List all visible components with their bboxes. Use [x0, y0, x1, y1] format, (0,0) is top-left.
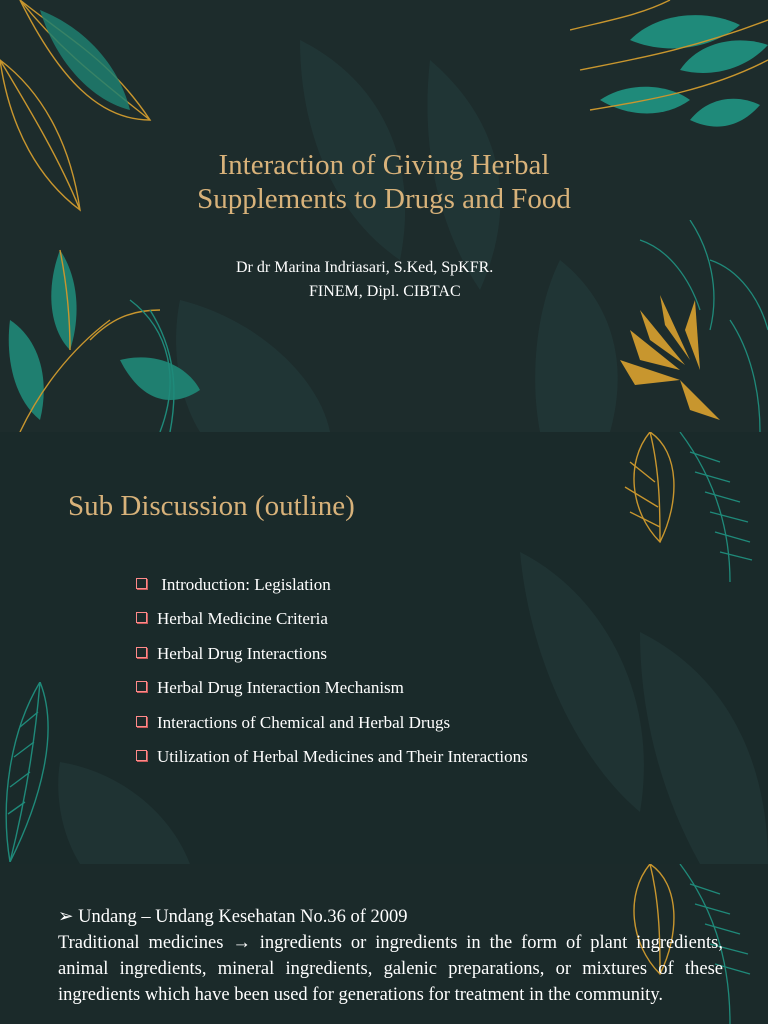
- checkbox-bullet-icon: [136, 647, 147, 658]
- list-item-label: Introduction: Legislation: [157, 575, 331, 594]
- term: Traditional medicines: [58, 933, 224, 953]
- list-item-label: Herbal Drug Interactions: [157, 643, 327, 663]
- list-item: [136, 675, 528, 709]
- law-title: Undang – Undang Kesehatan No.36 of 2009: [78, 907, 408, 927]
- list-item-label: Herbal Drug Interaction Mechanism: [157, 678, 404, 698]
- title-line-2: Supplements to Drugs and Food: [197, 183, 571, 215]
- top-right-branch-icon: [570, 0, 768, 150]
- list-item-label: Herbal Medicine Criteria: [157, 609, 328, 629]
- title-slide: [0, 0, 768, 432]
- checkbox-bullet-icon: [136, 612, 147, 623]
- list-item: [136, 641, 528, 675]
- law-line: [58, 904, 723, 930]
- outline-list: [136, 572, 528, 778]
- left-leaf-icon: [0, 240, 200, 432]
- list-item: [136, 710, 528, 744]
- arrow-bullet-icon: ➢: [58, 907, 74, 927]
- legislation-slide: [0, 864, 768, 1024]
- author-line-1: Dr dr Marina Indriasari, S.Ked, SpKFR.: [236, 259, 494, 276]
- slide-title: [0, 148, 768, 216]
- outline-heading: Sub Discussion (outline): [68, 490, 355, 522]
- right-arrow-icon: →: [232, 933, 251, 953]
- checkbox-bullet-icon: [136, 578, 147, 589]
- outline-slide: [0, 432, 768, 864]
- right-feather-icon: [610, 432, 768, 592]
- list-item: [136, 744, 528, 778]
- definition: ingredients or ingredients in the form of plant ingredients, animal ingredients, mineral ingredients, galenic preparations, or mixtures of these ingredients which have been used for generations for treatment in the community.: [58, 933, 724, 1005]
- right-fern-icon: [610, 220, 768, 432]
- list-item: [136, 606, 528, 640]
- list-item-label: Interactions of Chemical and Herbal Drugs: [157, 712, 451, 732]
- title-line-1: Interaction of Giving Herbal: [218, 149, 550, 181]
- left-leaf-outline-icon: [0, 682, 60, 862]
- author-line-2: FINEM, Dipl. CIBTAC: [309, 283, 461, 300]
- list-item-label: Utilization of Herbal Medicines and Their Interactions: [157, 746, 528, 766]
- checkbox-bullet-icon: [136, 681, 147, 692]
- checkbox-bullet-icon: [136, 750, 147, 761]
- legislation-text: [58, 904, 723, 1008]
- list-item: [136, 572, 528, 606]
- checkbox-bullet-icon: [136, 716, 147, 727]
- definition-paragraph: [58, 930, 723, 1008]
